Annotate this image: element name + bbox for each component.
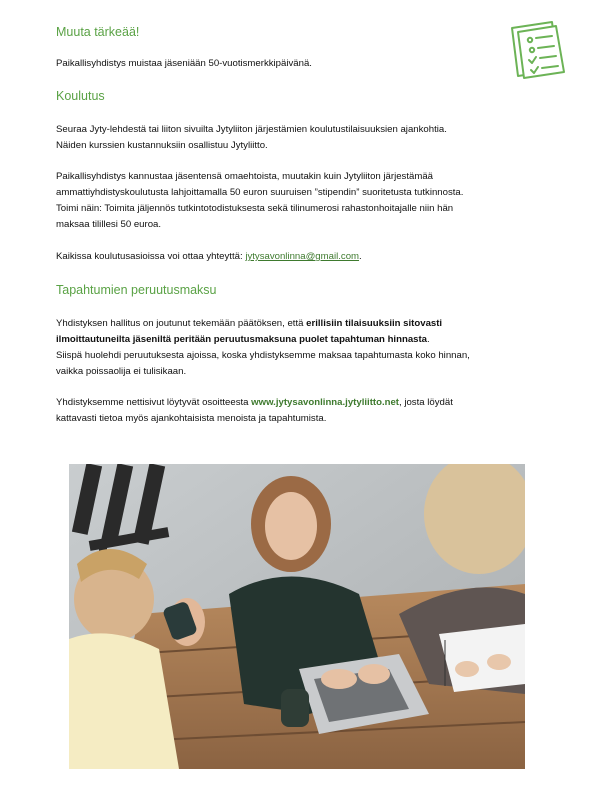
text-line: ammattiyhdistyskoulutusta lahjoittamalla 50 euron suuruisen ”stipendin” suoritetusta tutkinnosta.	[56, 187, 464, 198]
website-link[interactable]: www.jytysavonlinna.jytyliitto.net	[251, 397, 399, 408]
text-line	[56, 316, 536, 332]
text-line	[56, 395, 536, 411]
text-span: Kaikissa koulutusasioissa voi ottaa yhteyttä:	[56, 251, 246, 262]
students-photo	[69, 464, 525, 769]
text-line: kattavasti tietoa myös ajankohtaisista menoista ja tapahtumista.	[56, 413, 327, 424]
checklist-icon	[508, 18, 572, 82]
paragraph-koulutus-1	[56, 122, 536, 154]
text-span: .	[359, 251, 362, 262]
heading-peruutus: Tapahtumien peruutusmaksu	[56, 283, 217, 297]
text-line: Paikallisyhdistys kannustaa jäsentensä omaehtoista, muutakin kuin Jytyliiton järjestämää	[56, 171, 434, 182]
text-line	[56, 332, 536, 348]
text-span: Yhdistyksemme nettisivut löytyvät osoitteesta	[56, 397, 252, 408]
paragraph-koulutus-2	[56, 169, 536, 233]
bold-text: erillisiin tilaisuuksiin sitovasti	[306, 318, 443, 329]
text-line: vaikka poissaolija ei tulisikaan.	[56, 366, 187, 377]
text-span: .	[427, 334, 430, 345]
heading-koulutus: Koulutus	[56, 89, 105, 103]
paragraph-peruutus-2	[56, 395, 536, 427]
bold-text: ilmoittautuneilta jäseniltä peritään peruutusmaksuna puolet tapahtuman hinnasta	[56, 334, 428, 345]
text-line: Paikallisyhdistys muistaa jäseniään 50-vuotismerkkipäivänä.	[56, 58, 312, 69]
text-line: Siispä huolehdi peruutuksesta ajoissa, koska yhdistyksemme maksaa tapahtumasta koko hinnan,	[56, 350, 470, 361]
email-link[interactable]: jytysavonlinna@gmail.com	[245, 251, 360, 262]
text-line: Toimi näin: Toimita jäljennös tutkintotodistuksesta sekä tilinumerosi rahastonhoitajalle niin hän	[56, 203, 454, 214]
text-line	[56, 249, 536, 265]
paragraph-koulutus-3	[56, 249, 536, 265]
text-line: Seuraa Jyty-lehdestä tai liiton sivuilta Jytyliiton järjestämien koulutustilaisuuksien ajankohtia.	[56, 124, 447, 135]
text-span: , josta löydät	[399, 397, 453, 408]
text-line: Näiden kurssien kustannuksiin osallistuu Jytyliitto.	[56, 140, 268, 151]
paragraph-muuta	[56, 56, 536, 72]
text-line: maksaa tilillesi 50 euroa.	[56, 219, 162, 230]
text-span: Yhdistyksen hallitus on joutunut tekemään päätöksen, että	[56, 318, 307, 329]
paragraph-peruutus-1	[56, 316, 536, 380]
heading-muuta: Muuta tärkeää!	[56, 25, 140, 39]
